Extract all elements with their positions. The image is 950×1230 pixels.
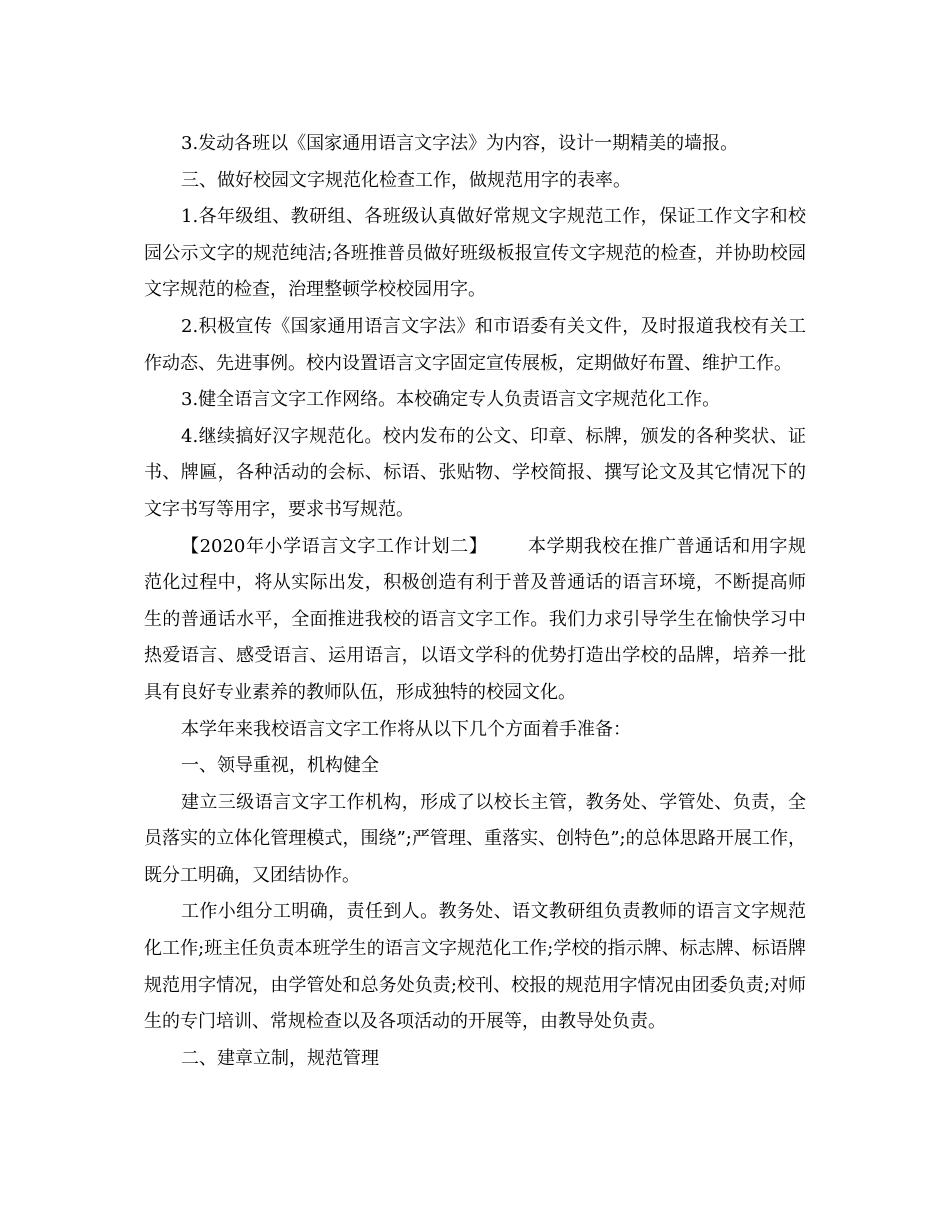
section-heading: 三、做好校园文字规范化检查工作，做规范用字的表率。 [181, 169, 631, 191]
plan-two-paragraph [144, 529, 806, 712]
paragraph: 本学年来我校语言文字工作将从以下几个方面着手准备： [181, 718, 631, 740]
plan-two-heading: 【2020年小学语言文字工作计划二】 [181, 535, 488, 557]
section-heading: 二、建章立制，规范管理 [181, 1047, 379, 1069]
document-body [144, 126, 806, 1077]
paragraph: 1.各年级组、教研组、各班级认真做好常规文字规范工作，保证工作文字和校园公示文字的规范纯洁;各班推普员做好班级板报宣传文字规范的检查，并协助校园文字规范的检查，治理整顿学校校园用字。 [144, 206, 806, 301]
paragraph: 3.发动各班以《国家通用语言文字法》为内容，设计一期精美的墙报。 [181, 133, 739, 154]
paragraph: 3.健全语言文字工作网络。本校确定专人负责语言文字规范化工作。 [181, 389, 721, 411]
paragraph: 工作小组分工明确，责任到人。教务处、语文教研组负责教师的语言文字规范化工作;班主任负责本班学生的语言文字规范化工作;学校的指示牌、标志牌、标语牌规范用字情况，由学管处和总务处负责;校刊、校报的规范用字情况由团委负责;对师生的专门培训、常规检查以及各项活动的开展等，由教导处负责。 [144, 901, 807, 1033]
plan-two-body: 本学期我校在推广普通话和用字规范化过程中，将从实际出发，积极创造有利于普及普通话的语言环境，不断提高师生的普通话水平，全面推进我校的语言文字工作。我们力求引导学生在愉快学习中热爱语言、感受语言、运用语言，以语文学科的优势打造出学校的品牌，培养一批具有良好专业素养的教师队伍，形成独特的校园文化。 [144, 535, 806, 703]
paragraph: 2.积极宣传《国家通用语言文字法》和市语委有关文件，及时报道我校有关工作动态、先进事例。校内设置语言文字固定宣传展板，定期做好布置、维护工作。 [144, 315, 806, 374]
section-heading: 一、领导重视，机构健全 [181, 755, 379, 777]
paragraph: 4.继续搞好汉字规范化。校内发布的公文、印章、标牌，颁发的各种奖状、证书、牌匾，各种活动的会标、标语、张贴物、学校简报、撰写论文及其它情况下的文字书写等用字，要求书写规范。 [144, 425, 806, 520]
paragraph: 建立三级语言文字工作机构，形成了以校长主管，教务处、学管处、负责，全员落实的立体化管理模式，围绕”;严管理、重落实、创特色”;的总体思路开展工作，既分工明确，又团结协作。 [144, 791, 806, 886]
